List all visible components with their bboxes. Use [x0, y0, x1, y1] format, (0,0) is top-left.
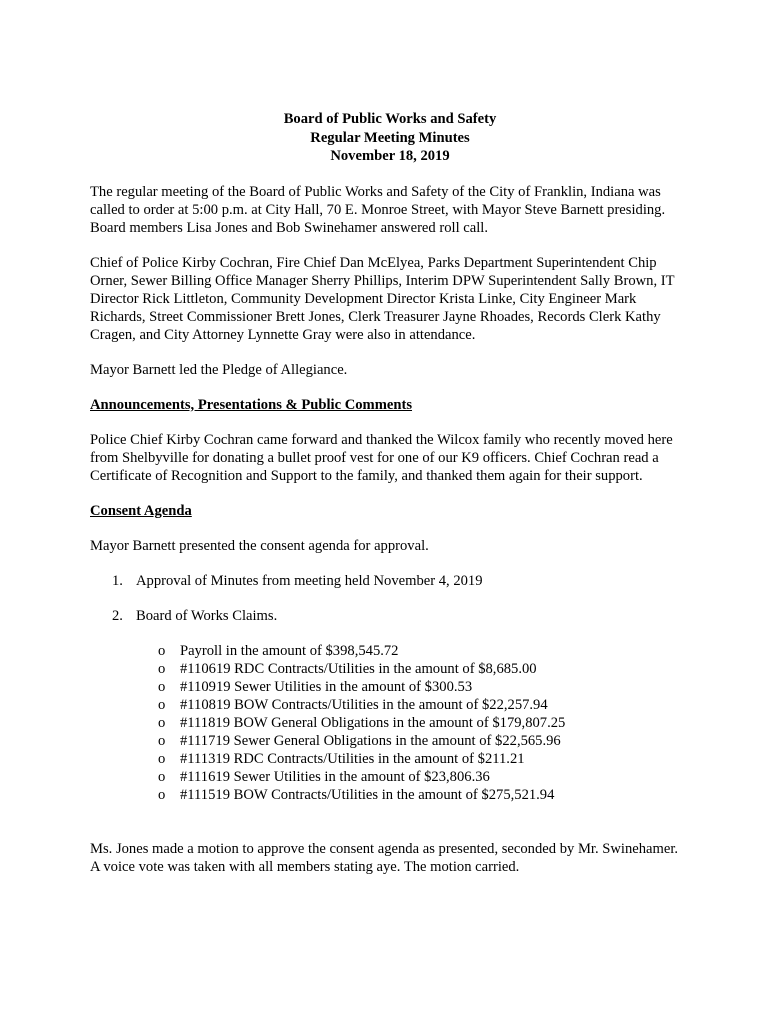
claim-text: #111319 RDC Contracts/Utilities in the amount of $211.21 — [180, 751, 525, 768]
consent-agenda-heading: Consent Agenda — [90, 502, 192, 519]
bullet-glyph: o — [158, 696, 166, 713]
claim-item — [158, 750, 690, 768]
document-header — [90, 110, 690, 166]
claim-text: #111819 BOW General Obligations in the amount of $179,807.25 — [180, 714, 566, 731]
bullet-glyph: o — [158, 732, 166, 749]
numbered-item-claims — [90, 607, 690, 625]
header-board-name: Board of Public Works and Safety — [283, 111, 497, 127]
claim-item — [158, 660, 690, 678]
bullet-glyph: o — [158, 678, 166, 695]
claim-text: #110919 Sewer Utilities in the amount of $300.53 — [180, 678, 473, 695]
claims-list — [90, 642, 690, 805]
claim-item — [158, 678, 690, 696]
header-meeting-type: Regular Meeting Minutes — [310, 129, 470, 146]
bullet-glyph: o — [158, 787, 166, 804]
numbered-item-number: 1. — [112, 572, 123, 589]
header-meeting-date: November 18, 2019 — [330, 148, 450, 164]
consent-intro-paragraph: Mayor Barnett presented the consent agenda for approval. — [90, 537, 429, 554]
announcements-paragraph: Police Chief Kirby Cochran came forward and thanked the Wilcox family who recently moved here from Shelbyville for donating a bullet proof vest for one of our K9 officers. Chief Cochran read a Certificate of Recognition and Support to the family, and thanked them again for their support. — [90, 431, 673, 484]
claim-item — [158, 642, 690, 660]
claim-item — [158, 786, 690, 804]
bullet-glyph: o — [158, 642, 166, 659]
motion-paragraph: Ms. Jones made a motion to approve the consent agenda as presented, seconded by Mr. Swinehamer. A voice vote was taken with all members stating aye. The motion carried. — [90, 841, 679, 876]
claim-text: #111619 Sewer Utilities in the amount of $23,806.36 — [180, 769, 490, 786]
announcements-heading: Announcements, Presentations & Public Comments — [90, 396, 413, 413]
bullet-glyph: o — [158, 660, 166, 677]
bullet-glyph: o — [158, 769, 166, 786]
claim-text: #110819 BOW Contracts/Utilities in the amount of $22,257.94 — [180, 696, 548, 713]
numbered-item-text: Approval of Minutes from meeting held November 4, 2019 — [136, 572, 483, 589]
numbered-item-minutes — [90, 572, 690, 590]
document-page — [90, 110, 690, 893]
attendance-paragraph: Chief of Police Kirby Cochran, Fire Chief Dan McElyea, Parks Department Superintendent Chip Orner, Sewer Billing Office Manager Sherry Phillips, Interim DPW Superintendent Sally Brown, IT Director Rick Littleton, Community Development Director Krista Linke, City Engineer Mark Richards, Street Commissioner Brett Jones, Clerk Treasurer Jayne Rhoades, Records Clerk Kathy Cragen, and City Attorney Lynnette Gray were also in attendance. — [90, 254, 675, 343]
pledge-paragraph: Mayor Barnett led the Pledge of Allegiance. — [90, 361, 348, 378]
claim-text: #111719 Sewer General Obligations in the amount of $22,565.96 — [180, 732, 561, 749]
numbered-item-number: 2. — [112, 607, 123, 624]
bullet-glyph: o — [158, 751, 166, 768]
claim-text: #111519 BOW Contracts/Utilities in the amount of $275,521.94 — [180, 787, 555, 804]
claim-item — [158, 696, 690, 714]
opening-paragraph: The regular meeting of the Board of Public Works and Safety of the City of Franklin, Indiana was called to order at 5:00 p.m. at City Hall, 70 E. Monroe Street, with Mayor Steve Barnett presiding. Board members Lisa Jones and Bob Swinehamer answered roll call. — [90, 183, 666, 236]
claim-item — [158, 768, 690, 786]
claim-text: #110619 RDC Contracts/Utilities in the amount of $8,685.00 — [180, 660, 537, 677]
numbered-item-text: Board of Works Claims. — [136, 607, 278, 624]
claim-item — [158, 732, 690, 750]
bullet-glyph: o — [158, 714, 166, 731]
claim-item — [158, 714, 690, 732]
claim-text: Payroll in the amount of $398,545.72 — [180, 642, 399, 659]
